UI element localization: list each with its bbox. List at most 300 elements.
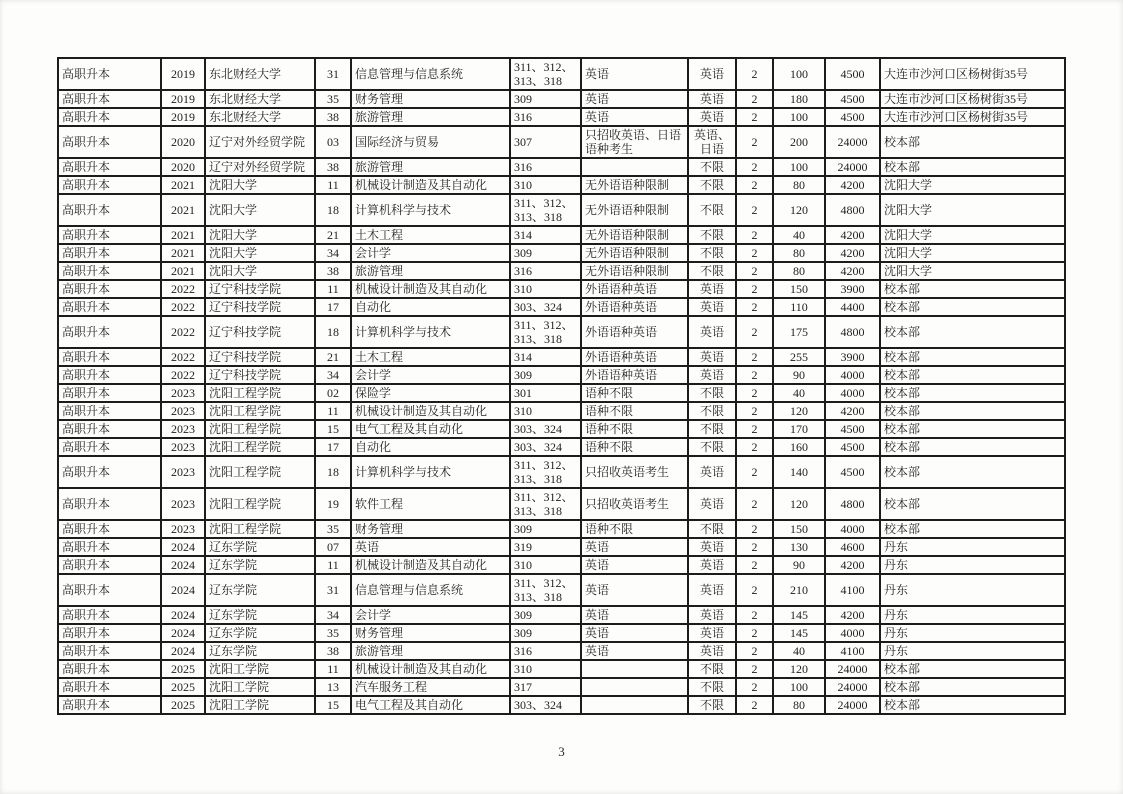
cell-duration: 2 <box>736 642 773 660</box>
cell-plan: 150 <box>773 520 825 538</box>
cell-location: 校本部 <box>880 438 1065 456</box>
cell-school: 沈阳工学院 <box>205 660 315 678</box>
cell-type: 高职升本 <box>58 660 161 678</box>
cell-note: 英语 <box>581 642 688 660</box>
cell-type: 高职升本 <box>58 384 161 402</box>
cell-major: 旅游管理 <box>351 108 510 126</box>
cell-school: 东北财经大学 <box>205 90 315 108</box>
cell-note: 无外语语种限制 <box>581 244 688 262</box>
cell-fee: 4000 <box>825 624 880 642</box>
cell-code: 31 <box>315 58 351 90</box>
cell-subjects: 311、312、313、318 <box>510 488 581 520</box>
cell-duration: 2 <box>736 366 773 384</box>
table-row <box>58 678 1065 696</box>
table-row <box>58 624 1065 642</box>
cell-code: 17 <box>315 438 351 456</box>
cell-location: 沈阳大学 <box>880 244 1065 262</box>
cell-location: 校本部 <box>880 158 1065 176</box>
cell-subjects: 310 <box>510 176 581 194</box>
cell-subjects: 307 <box>510 126 581 158</box>
table-row <box>58 488 1065 520</box>
cell-code: 03 <box>315 126 351 158</box>
cell-fee: 4800 <box>825 194 880 226</box>
table-row <box>58 158 1065 176</box>
table-row <box>58 384 1065 402</box>
cell-school: 沈阳工程学院 <box>205 488 315 520</box>
cell-year: 2021 <box>161 226 205 244</box>
cell-location: 丹东 <box>880 624 1065 642</box>
cell-code: 02 <box>315 384 351 402</box>
table-row <box>58 366 1065 384</box>
cell-school: 辽东学院 <box>205 574 315 606</box>
cell-plan: 150 <box>773 280 825 298</box>
cell-plan: 100 <box>773 678 825 696</box>
cell-year: 2024 <box>161 538 205 556</box>
cell-type: 高职升本 <box>58 366 161 384</box>
cell-school: 沈阳大学 <box>205 176 315 194</box>
cell-language: 英语 <box>688 556 736 574</box>
cell-location: 丹东 <box>880 574 1065 606</box>
table-row <box>58 58 1065 90</box>
cell-language: 英语 <box>688 90 736 108</box>
cell-note: 外语语种英语 <box>581 298 688 316</box>
cell-code: 38 <box>315 262 351 280</box>
cell-type: 高职升本 <box>58 108 161 126</box>
cell-year: 2022 <box>161 348 205 366</box>
cell-major: 财务管理 <box>351 90 510 108</box>
cell-note <box>581 158 688 176</box>
cell-major: 计算机科学与技术 <box>351 316 510 348</box>
cell-fee: 4500 <box>825 58 880 90</box>
cell-year: 2024 <box>161 574 205 606</box>
cell-location: 校本部 <box>880 316 1065 348</box>
table-row <box>58 244 1065 262</box>
cell-major: 保险学 <box>351 384 510 402</box>
cell-note: 语种不限 <box>581 420 688 438</box>
cell-major: 国际经济与贸易 <box>351 126 510 158</box>
cell-code: 18 <box>315 316 351 348</box>
cell-school: 沈阳工程学院 <box>205 384 315 402</box>
cell-duration: 2 <box>736 606 773 624</box>
cell-language: 英语 <box>688 456 736 488</box>
cell-note: 无外语语种限制 <box>581 176 688 194</box>
cell-type: 高职升本 <box>58 176 161 194</box>
cell-location: 沈阳大学 <box>880 262 1065 280</box>
cell-school: 沈阳工程学院 <box>205 456 315 488</box>
cell-code: 19 <box>315 488 351 520</box>
cell-year: 2025 <box>161 660 205 678</box>
cell-type: 高职升本 <box>58 90 161 108</box>
page-number: 3 <box>558 744 565 759</box>
cell-school: 辽宁科技学院 <box>205 366 315 384</box>
cell-plan: 40 <box>773 642 825 660</box>
cell-duration: 2 <box>736 280 773 298</box>
cell-plan: 80 <box>773 696 825 714</box>
cell-subjects: 317 <box>510 678 581 696</box>
cell-year: 2024 <box>161 556 205 574</box>
cell-language: 英语 <box>688 298 736 316</box>
table-row <box>58 696 1065 714</box>
cell-type: 高职升本 <box>58 402 161 420</box>
cell-code: 38 <box>315 108 351 126</box>
cell-major: 旅游管理 <box>351 262 510 280</box>
cell-duration: 2 <box>736 678 773 696</box>
cell-plan: 100 <box>773 158 825 176</box>
cell-note: 无外语语种限制 <box>581 262 688 280</box>
cell-school: 沈阳大学 <box>205 262 315 280</box>
cell-type: 高职升本 <box>58 280 161 298</box>
cell-major: 计算机科学与技术 <box>351 456 510 488</box>
cell-plan: 175 <box>773 316 825 348</box>
cell-language: 英语 <box>688 366 736 384</box>
cell-plan: 80 <box>773 262 825 280</box>
cell-duration: 2 <box>736 538 773 556</box>
cell-code: 11 <box>315 402 351 420</box>
table-row <box>58 660 1065 678</box>
cell-major: 财务管理 <box>351 624 510 642</box>
cell-type: 高职升本 <box>58 262 161 280</box>
cell-plan: 110 <box>773 298 825 316</box>
cell-subjects: 311、312、313、318 <box>510 194 581 226</box>
cell-language: 不限 <box>688 384 736 402</box>
cell-type: 高职升本 <box>58 316 161 348</box>
table-row <box>58 280 1065 298</box>
cell-location: 校本部 <box>880 678 1065 696</box>
cell-duration: 2 <box>736 262 773 280</box>
cell-plan: 120 <box>773 660 825 678</box>
cell-code: 38 <box>315 158 351 176</box>
cell-code: 35 <box>315 90 351 108</box>
cell-school: 沈阳大学 <box>205 194 315 226</box>
cell-language: 英语 <box>688 538 736 556</box>
cell-plan: 180 <box>773 90 825 108</box>
cell-code: 34 <box>315 366 351 384</box>
cell-year: 2024 <box>161 606 205 624</box>
cell-subjects: 310 <box>510 660 581 678</box>
cell-type: 高职升本 <box>58 420 161 438</box>
cell-major: 机械设计制造及其自动化 <box>351 176 510 194</box>
cell-note: 语种不限 <box>581 520 688 538</box>
cell-language: 不限 <box>688 244 736 262</box>
cell-fee: 4500 <box>825 90 880 108</box>
cell-duration: 2 <box>736 58 773 90</box>
cell-year: 2023 <box>161 438 205 456</box>
cell-duration: 2 <box>736 574 773 606</box>
cell-location: 校本部 <box>880 456 1065 488</box>
cell-year: 2021 <box>161 244 205 262</box>
cell-year: 2023 <box>161 420 205 438</box>
cell-major: 会计学 <box>351 366 510 384</box>
cell-type: 高职升本 <box>58 158 161 176</box>
cell-location: 校本部 <box>880 660 1065 678</box>
cell-school: 东北财经大学 <box>205 108 315 126</box>
cell-year: 2024 <box>161 642 205 660</box>
cell-school: 辽东学院 <box>205 624 315 642</box>
cell-plan: 145 <box>773 606 825 624</box>
cell-year: 2024 <box>161 624 205 642</box>
cell-fee: 4200 <box>825 402 880 420</box>
cell-subjects: 309 <box>510 90 581 108</box>
cell-duration: 2 <box>736 90 773 108</box>
cell-fee: 4500 <box>825 420 880 438</box>
cell-major: 汽车服务工程 <box>351 678 510 696</box>
table-row <box>58 420 1065 438</box>
cell-plan: 40 <box>773 226 825 244</box>
cell-year: 2023 <box>161 384 205 402</box>
table-row <box>58 556 1065 574</box>
cell-type: 高职升本 <box>58 194 161 226</box>
cell-major: 会计学 <box>351 606 510 624</box>
cell-year: 2019 <box>161 108 205 126</box>
cell-plan: 90 <box>773 556 825 574</box>
cell-note: 英语 <box>581 574 688 606</box>
cell-year: 2021 <box>161 176 205 194</box>
cell-plan: 100 <box>773 108 825 126</box>
cell-school: 沈阳工学院 <box>205 678 315 696</box>
cell-fee: 24000 <box>825 696 880 714</box>
cell-fee: 24000 <box>825 678 880 696</box>
cell-language: 英语 <box>688 642 736 660</box>
cell-fee: 4100 <box>825 642 880 660</box>
admissions-table <box>57 57 1066 715</box>
cell-year: 2022 <box>161 280 205 298</box>
cell-language: 不限 <box>688 194 736 226</box>
cell-code: 21 <box>315 226 351 244</box>
cell-note: 只招收英语考生 <box>581 488 688 520</box>
cell-year: 2022 <box>161 298 205 316</box>
cell-language: 英语 <box>688 574 736 606</box>
cell-location: 校本部 <box>880 348 1065 366</box>
cell-language: 不限 <box>688 660 736 678</box>
cell-duration: 2 <box>736 298 773 316</box>
cell-fee: 4600 <box>825 538 880 556</box>
cell-school: 沈阳工程学院 <box>205 402 315 420</box>
cell-plan: 130 <box>773 538 825 556</box>
cell-code: 18 <box>315 456 351 488</box>
cell-location: 校本部 <box>880 384 1065 402</box>
cell-location: 沈阳大学 <box>880 194 1065 226</box>
cell-year: 2025 <box>161 678 205 696</box>
cell-fee: 4200 <box>825 226 880 244</box>
cell-fee: 4500 <box>825 456 880 488</box>
cell-fee: 4500 <box>825 438 880 456</box>
cell-major: 英语 <box>351 538 510 556</box>
cell-plan: 40 <box>773 384 825 402</box>
table-row <box>58 90 1065 108</box>
cell-type: 高职升本 <box>58 606 161 624</box>
cell-fee: 4200 <box>825 556 880 574</box>
cell-major: 机械设计制造及其自动化 <box>351 402 510 420</box>
cell-type: 高职升本 <box>58 696 161 714</box>
cell-code: 31 <box>315 574 351 606</box>
cell-fee: 4200 <box>825 606 880 624</box>
cell-subjects: 310 <box>510 402 581 420</box>
cell-fee: 4100 <box>825 574 880 606</box>
cell-note: 外语语种英语 <box>581 316 688 348</box>
cell-code: 13 <box>315 678 351 696</box>
cell-type: 高职升本 <box>58 520 161 538</box>
cell-type: 高职升本 <box>58 438 161 456</box>
cell-fee: 4200 <box>825 244 880 262</box>
cell-location: 校本部 <box>880 402 1065 420</box>
cell-type: 高职升本 <box>58 642 161 660</box>
cell-code: 18 <box>315 194 351 226</box>
cell-major: 电气工程及其自动化 <box>351 420 510 438</box>
cell-language: 不限 <box>688 158 736 176</box>
table-row <box>58 538 1065 556</box>
cell-note: 英语 <box>581 58 688 90</box>
cell-major: 信息管理与信息系统 <box>351 58 510 90</box>
cell-language: 英语、日语 <box>688 126 736 158</box>
cell-location: 沈阳大学 <box>880 176 1065 194</box>
cell-plan: 145 <box>773 624 825 642</box>
cell-location: 丹东 <box>880 556 1065 574</box>
cell-language: 英语 <box>688 280 736 298</box>
table-row <box>58 606 1065 624</box>
cell-location: 校本部 <box>880 488 1065 520</box>
cell-code: 34 <box>315 244 351 262</box>
table-row <box>58 438 1065 456</box>
cell-code: 11 <box>315 556 351 574</box>
cell-code: 34 <box>315 606 351 624</box>
cell-year: 2020 <box>161 126 205 158</box>
cell-duration: 2 <box>736 176 773 194</box>
cell-language: 不限 <box>688 420 736 438</box>
cell-language: 不限 <box>688 226 736 244</box>
cell-duration: 2 <box>736 158 773 176</box>
cell-fee: 3900 <box>825 280 880 298</box>
cell-location: 校本部 <box>880 298 1065 316</box>
table-row <box>58 316 1065 348</box>
cell-note: 英语 <box>581 90 688 108</box>
cell-language: 英语 <box>688 316 736 348</box>
cell-subjects: 310 <box>510 280 581 298</box>
cell-year: 2023 <box>161 488 205 520</box>
cell-code: 17 <box>315 298 351 316</box>
cell-language: 不限 <box>688 520 736 538</box>
cell-note: 语种不限 <box>581 402 688 420</box>
cell-language: 不限 <box>688 696 736 714</box>
cell-subjects: 303、324 <box>510 298 581 316</box>
cell-language: 不限 <box>688 678 736 696</box>
cell-subjects: 311、312、313、318 <box>510 574 581 606</box>
cell-code: 07 <box>315 538 351 556</box>
cell-subjects: 309 <box>510 606 581 624</box>
cell-subjects: 319 <box>510 538 581 556</box>
cell-subjects: 316 <box>510 262 581 280</box>
cell-fee: 4000 <box>825 520 880 538</box>
cell-school: 辽宁对外经贸学院 <box>205 158 315 176</box>
cell-fee: 24000 <box>825 126 880 158</box>
cell-type: 高职升本 <box>58 298 161 316</box>
cell-type: 高职升本 <box>58 538 161 556</box>
cell-location: 沈阳大学 <box>880 226 1065 244</box>
cell-subjects: 314 <box>510 348 581 366</box>
cell-major: 土木工程 <box>351 348 510 366</box>
cell-location: 丹东 <box>880 538 1065 556</box>
cell-major: 自动化 <box>351 298 510 316</box>
cell-type: 高职升本 <box>58 126 161 158</box>
cell-year: 2020 <box>161 158 205 176</box>
cell-major: 自动化 <box>351 438 510 456</box>
cell-language: 不限 <box>688 438 736 456</box>
cell-note: 无外语语种限制 <box>581 194 688 226</box>
cell-major: 会计学 <box>351 244 510 262</box>
cell-subjects: 311、312、313、318 <box>510 58 581 90</box>
cell-year: 2021 <box>161 262 205 280</box>
table-row <box>58 126 1065 158</box>
cell-school: 东北财经大学 <box>205 58 315 90</box>
cell-code: 11 <box>315 280 351 298</box>
cell-plan: 160 <box>773 438 825 456</box>
cell-plan: 200 <box>773 126 825 158</box>
cell-location: 大连市沙河口区杨树街35号 <box>880 108 1065 126</box>
cell-language: 不限 <box>688 402 736 420</box>
table-row <box>58 348 1065 366</box>
table-row <box>58 298 1065 316</box>
admissions-table-container <box>57 57 1064 715</box>
cell-note: 外语语种英语 <box>581 348 688 366</box>
cell-location: 大连市沙河口区杨树街35号 <box>880 58 1065 90</box>
cell-fee: 4500 <box>825 108 880 126</box>
cell-note <box>581 678 688 696</box>
cell-plan: 210 <box>773 574 825 606</box>
cell-duration: 2 <box>736 520 773 538</box>
cell-type: 高职升本 <box>58 244 161 262</box>
cell-major: 财务管理 <box>351 520 510 538</box>
cell-year: 2022 <box>161 366 205 384</box>
cell-subjects: 309 <box>510 366 581 384</box>
cell-location: 丹东 <box>880 642 1065 660</box>
cell-subjects: 316 <box>510 642 581 660</box>
cell-code: 35 <box>315 624 351 642</box>
cell-school: 辽宁科技学院 <box>205 316 315 348</box>
cell-school: 沈阳工程学院 <box>205 420 315 438</box>
cell-major: 软件工程 <box>351 488 510 520</box>
table-row <box>58 456 1065 488</box>
cell-duration: 2 <box>736 696 773 714</box>
cell-plan: 90 <box>773 366 825 384</box>
cell-major: 计算机科学与技术 <box>351 194 510 226</box>
cell-school: 沈阳工学院 <box>205 696 315 714</box>
cell-school: 沈阳大学 <box>205 226 315 244</box>
cell-location: 校本部 <box>880 696 1065 714</box>
cell-note: 只招收英语考生 <box>581 456 688 488</box>
cell-subjects: 314 <box>510 226 581 244</box>
cell-duration: 2 <box>736 456 773 488</box>
cell-major: 土木工程 <box>351 226 510 244</box>
cell-fee: 4000 <box>825 384 880 402</box>
cell-language: 不限 <box>688 262 736 280</box>
cell-note <box>581 696 688 714</box>
cell-location: 校本部 <box>880 126 1065 158</box>
cell-note: 英语 <box>581 556 688 574</box>
cell-subjects: 310 <box>510 556 581 574</box>
table-row <box>58 402 1065 420</box>
cell-code: 15 <box>315 420 351 438</box>
cell-code: 38 <box>315 642 351 660</box>
cell-subjects: 311、312、313、318 <box>510 456 581 488</box>
cell-language: 英语 <box>688 58 736 90</box>
cell-duration: 2 <box>736 384 773 402</box>
cell-plan: 120 <box>773 488 825 520</box>
cell-school: 辽宁科技学院 <box>205 280 315 298</box>
cell-duration: 2 <box>736 108 773 126</box>
cell-duration: 2 <box>736 348 773 366</box>
cell-subjects: 309 <box>510 624 581 642</box>
cell-major: 旅游管理 <box>351 642 510 660</box>
cell-duration: 2 <box>736 126 773 158</box>
